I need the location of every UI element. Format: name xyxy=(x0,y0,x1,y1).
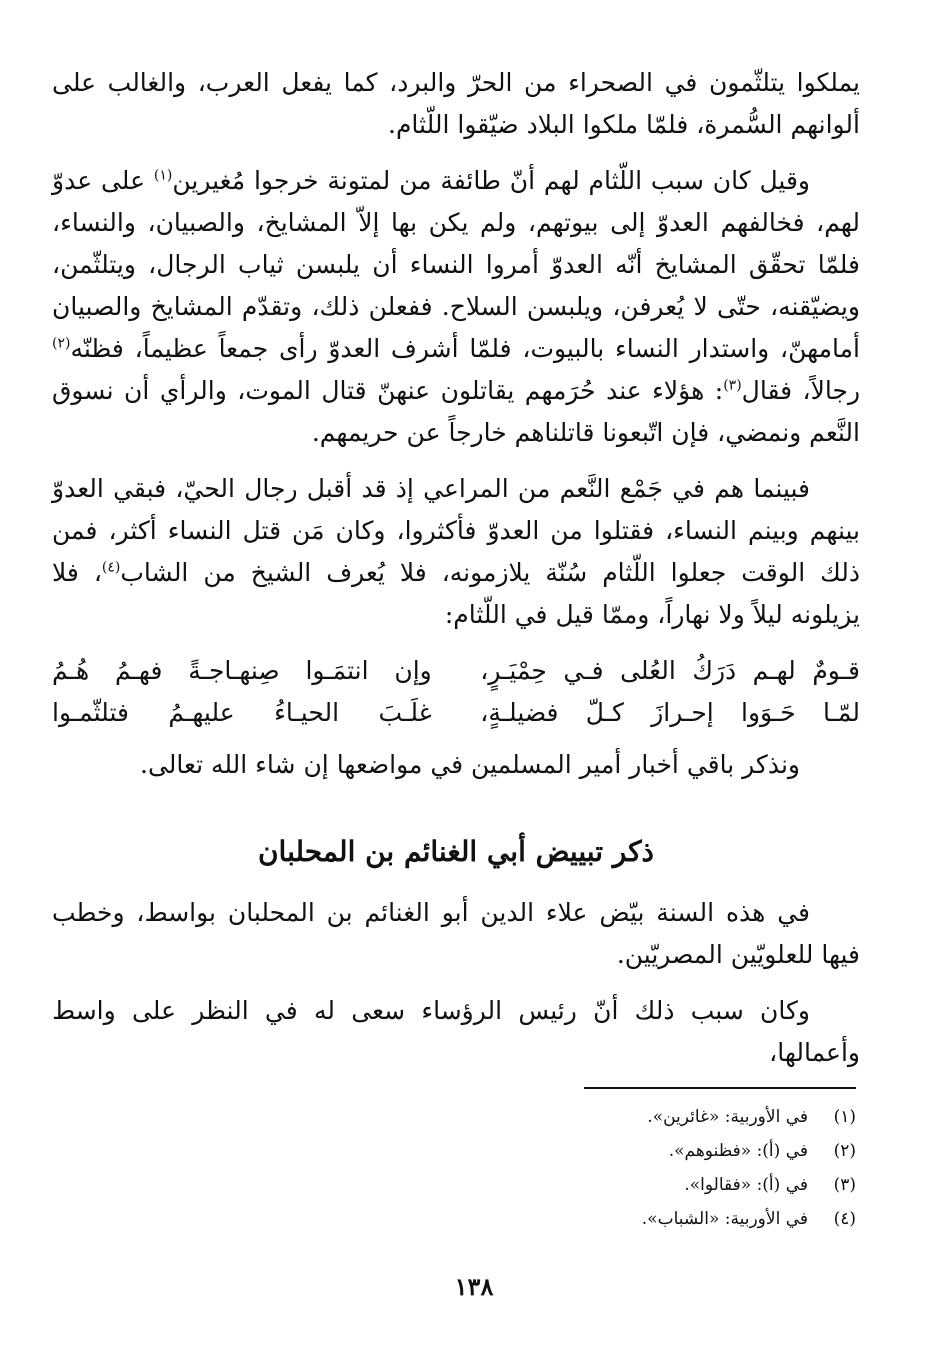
footnote-item xyxy=(456,1168,856,1202)
paragraph-text: على عدوّ لهم، فخالفهم العدوّ إلى بيوتهم، ولم يكن بها إلاّ المشايخ، والصبيان، والنساء، فلمّا تحقّق المشايخ أنّه العدوّ أمروا النساء أن يلبسن ثياب الرجال، ويتلثّمن، ويضيّقنه، حتّى لا يُعرفن، ويلبسن السلاح. ففعلن ذلك، وتقدّم المشايخ والصبيان أمامهنّ، واستدار النساء بالبيوت، فلمّا أشرف العدوّ رأى جمعاً عظيماً، فظنّه xyxy=(52,166,860,363)
footnote-marker-4[interactable]: (٤) xyxy=(101,559,121,576)
footnote-marker-2[interactable]: (٢) xyxy=(52,335,71,352)
page-body xyxy=(52,62,860,1088)
footnote-text: في الأوربية: «الشباب». xyxy=(641,1209,808,1229)
paragraph-text: وقيل كان سبب اللّثام لهم أنّ طائفة من لمتونة خرجوا مُغيرين xyxy=(172,166,810,195)
footnote-text: في (أ): «فظنوهم». xyxy=(668,1141,808,1161)
paragraph-2 xyxy=(52,160,860,454)
verse-second-hemistich: وإن انتمَـوا صِنهـاجـةً فهـمُ هُـمُ xyxy=(52,656,432,685)
footnote-number: (٣) xyxy=(833,1175,856,1195)
verse-line xyxy=(52,692,860,734)
verse-first-hemistich: لمّـا حَـوَوا إحـرازَ كـلّ فضيلـةٍ، xyxy=(480,698,860,727)
section-paragraph-1: في هذه السنة بيّض علاء الدين أبو الغنائم بن المحلبان بواسط، وخطب فيها للعلويّين المصريّين. xyxy=(52,898,860,969)
footnote-marker-3[interactable]: (٣) xyxy=(723,377,742,394)
paragraph-text: فبينما هم في جَمْع النَّعم من المراعي إذ قد أقبل رجال الحيّ، فبقي العدوّ بينهم وبينم النساء، فقتلوا من العدوّ فأكثروا، وكان مَن قتل النساء أكثر، فمن ذلك الوقت جعلوا اللّثام سُنّة يلازمونه، فلا يُعرف الشيخ من الشاب xyxy=(52,474,860,587)
footnote-divider xyxy=(584,1087,856,1089)
footnote-marker-1[interactable]: (١) xyxy=(153,167,173,184)
footnotes xyxy=(456,1100,856,1236)
closing-line: ونذكر باقي أخبار أمير المسلمين في مواضعها إن شاء الله تعالى. xyxy=(140,750,800,779)
footnote-item xyxy=(456,1202,856,1236)
paragraph-text: رجالاً، فقال xyxy=(741,376,861,405)
paragraph-1 xyxy=(52,62,860,146)
section-paragraph-2: وكان سبب ذلك أنّ رئيس الرؤساء سعى له في النظر على واسط وأعمالها، xyxy=(52,996,860,1067)
verse-second-hemistich: غلَـبَ الحيـاءُ عليهـمُ فتلثّمـوا xyxy=(52,698,432,727)
footnote-number: (٢) xyxy=(833,1141,856,1161)
footnote-item xyxy=(456,1134,856,1168)
poem xyxy=(52,650,860,734)
verse-line xyxy=(52,650,860,692)
paragraph-text: يملكوا يتلثّمون في الصحراء من الحرّ والبرد، كما يفعل العرب، والغالب على ألوانهم السُّمرة، فلمّا ملكوا البلاد ضيّقوا اللّثام. xyxy=(52,68,860,139)
paragraph-text: ، فلا يزيلونه ليلاً ولا نهاراً، وممّا قيل في اللّثام: xyxy=(52,558,860,629)
footnote-text: في الأوربية: «غائرين». xyxy=(647,1107,808,1127)
footnote-number: (١) xyxy=(833,1107,856,1127)
section-heading: ذكر تبييض أبي الغنائم بن المحلبان xyxy=(257,835,655,868)
page-number: ١٣٨ xyxy=(454,1272,494,1301)
verse-first-hemistich: قـومٌ لهـم دَرَكُ العُلى فـي حِمْيَـرٍ، xyxy=(480,656,860,685)
paragraph-3 xyxy=(52,468,860,636)
footnote-number: (٤) xyxy=(833,1209,856,1229)
paragraph-text: : هؤلاء عند حُرَمهم يقاتلون عنهنّ قتال الموت، والرأي أن نسوق النَّعم ونمضي، فإن اتّبعونا قاتلناهم خارجاً عن حريمهم. xyxy=(52,376,860,447)
footnote-item xyxy=(456,1100,856,1134)
footnote-text: في (أ): «فقالوا». xyxy=(684,1175,808,1195)
